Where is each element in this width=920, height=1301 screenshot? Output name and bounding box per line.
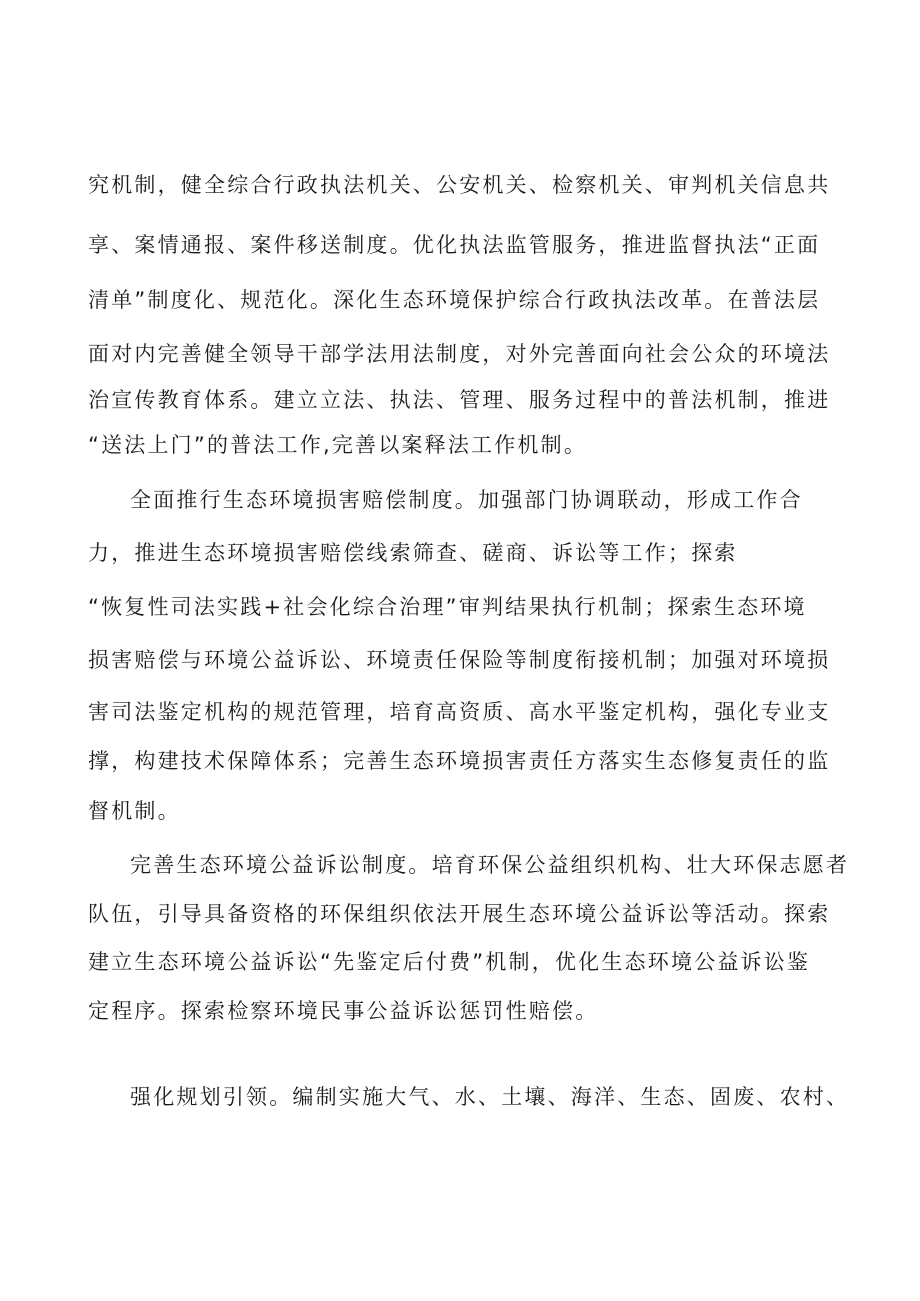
paragraph-line: 督机制。 (88, 799, 181, 823)
paragraph-line: 究机制，健全综合行政执法机关、公安机关、检察机关、审判机关信息共 (88, 173, 831, 197)
paragraph-line: 面对内完善健全领导干部学法用法制度，对外完善面向社会公众的环境法 (88, 342, 831, 366)
paragraph-line: 撑，构建技术保障体系；完善生态环境损害责任方落实生态修复责任的监 (88, 749, 831, 773)
paragraph-line: 损害赔偿与环境公益诉讼、环境责任保险等制度衔接机制；加强对环境损 (88, 648, 831, 672)
paragraph-line: 完善生态环境公益诉讼制度。培育环保公益组织机构、壮大环保志愿者 (130, 853, 850, 877)
paragraph-line: 害司法鉴定机构的规范管理，培育高资质、高水平鉴定机构，强化专业支 (88, 700, 831, 724)
paragraph-line: 队伍，引导具备资格的环保组织依法开展生态环境公益诉讼等活动。探索 (88, 902, 831, 926)
paragraph-line: 力，推进生态环境损害赔偿线索筛查、磋商、诉讼等工作；探索 (88, 541, 738, 565)
paragraph-line: 强化规划引领。编制实施大气、水、土壤、海洋、生态、固废、农村、 (130, 1085, 850, 1109)
paragraph-line: “恢复性司法实践+社会化综合治理”审判结果执行机制；探索生态环境 (88, 595, 807, 619)
paragraph-line: 定程序。探索检察环境民事公益诉讼惩罚性赔偿。 (88, 999, 599, 1023)
paragraph-line: “送法上门”的普法工作,完善以案释法工作机制。 (88, 433, 588, 457)
paragraph-line: 享、案情通报、案件移送制度。优化执法监管服务，推进监督执法“正面 (88, 233, 821, 257)
paragraph-line: 建立生态环境公益诉讼“先鉴定后付费”机制，优化生态环境公益诉讼鉴 (88, 950, 811, 974)
paragraph-line: 治宣传教育体系。建立立法、执法、管理、服务过程中的普法机制，推进 (88, 388, 831, 412)
paragraph-line: 清单”制度化、规范化。深化生态环境保护综合行政执法改革。在普法层 (88, 288, 821, 312)
paragraph-line: 全面推行生态环境损害赔偿制度。加强部门协调联动，形成工作合 (130, 488, 803, 512)
